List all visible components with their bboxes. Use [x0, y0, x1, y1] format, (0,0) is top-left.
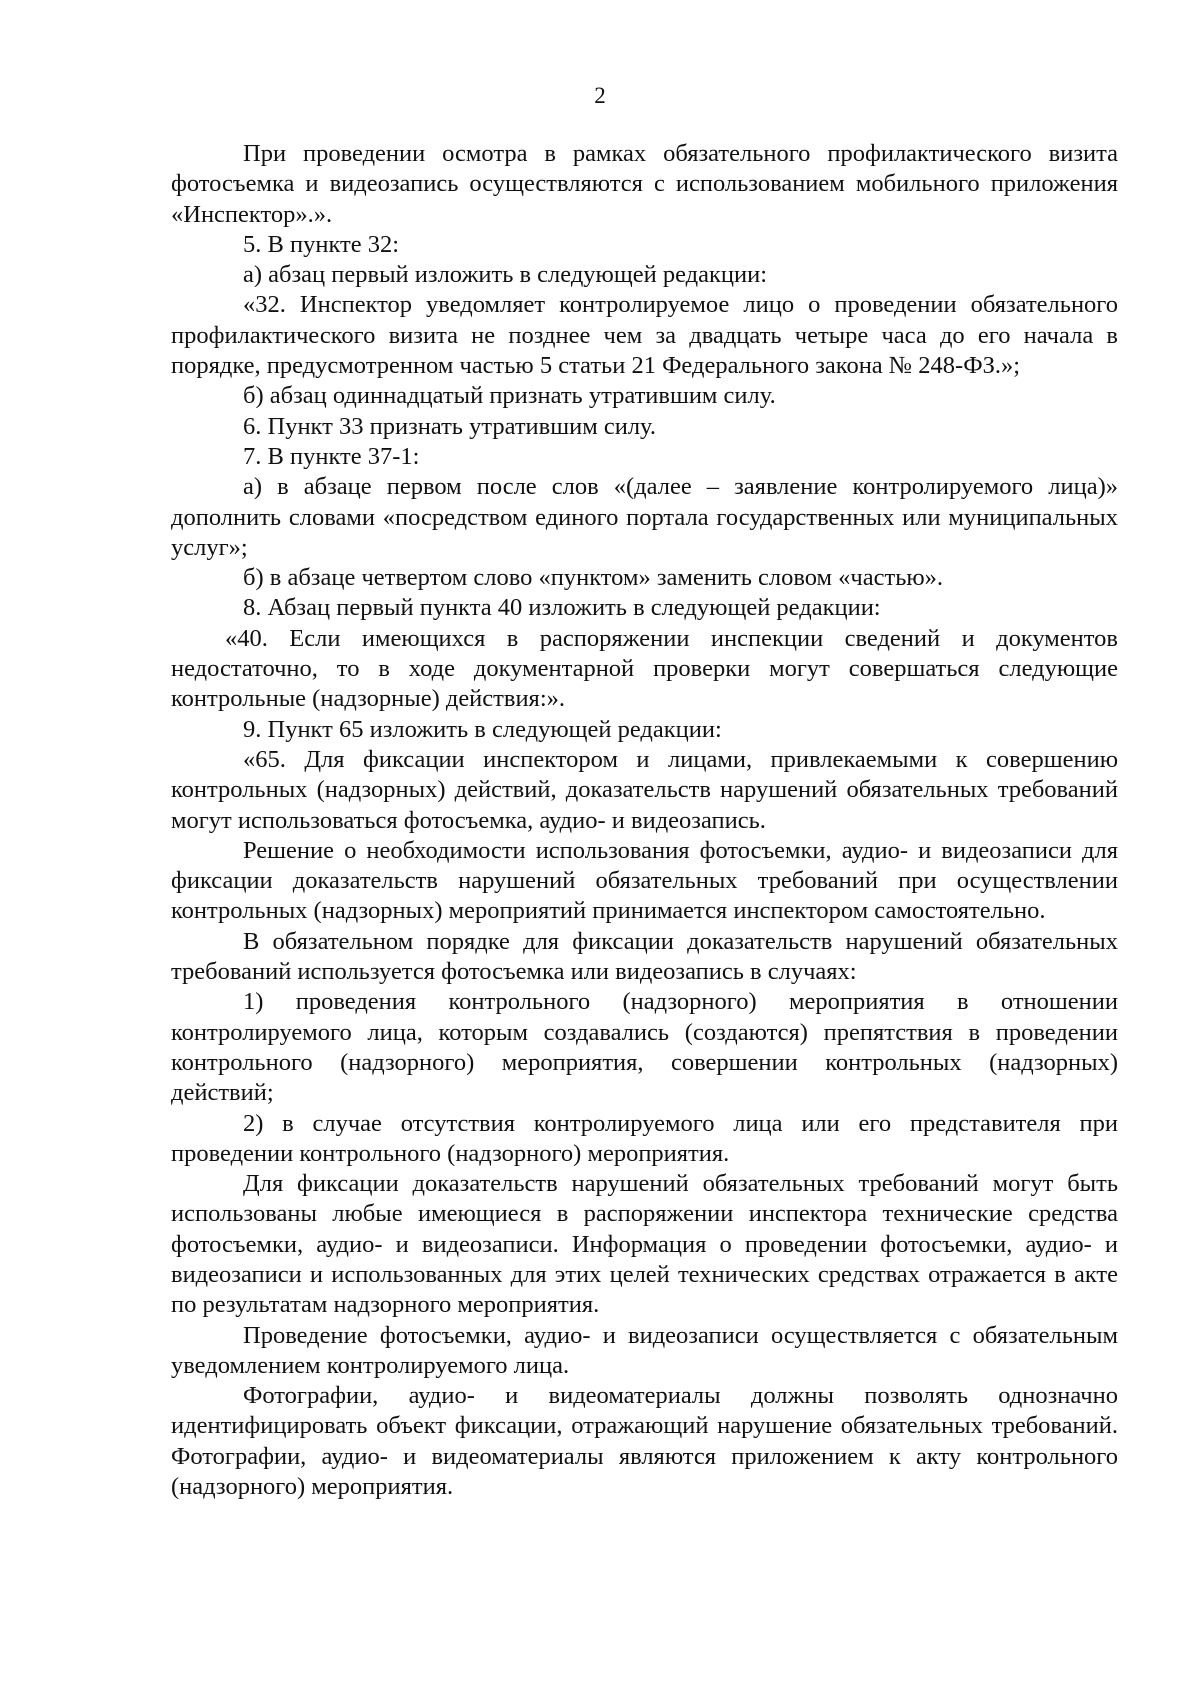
page-number: 2: [594, 83, 606, 108]
paragraph: 7. В пункте 37-1:: [243, 442, 420, 470]
paragraph: 1) проведения контрольного (надзорного) мероприятия в отношении контролируемого лица, которым создавались (создаются) препятствия в проведении контрольного (надзорного) мероприятия, совершении контрольных (надзорных) действий;: [171, 988, 1118, 1107]
paragraph: а) в абзаце первом после слов «(далее – заявление контролируемого лица)» дополнить словами «посредством единого портала государственных или муниципальных услуг»;: [171, 473, 1118, 561]
paragraph: Решение о необходимости использования фотосъемки, аудио- и видеозаписи для фиксации доказательств нарушений обязательных требований при осуществлении контрольных (надзорных) мероприятий принимается инспектором самостоятельно.: [171, 836, 1118, 925]
paragraph: 9. Пункт 65 изложить в следующей редакции:: [243, 715, 722, 743]
paragraph: 2) в случае отсутствия контролируемого лица или его представителя при проведении контрольного (надзорного) мероприятия.: [171, 1109, 1118, 1167]
paragraph: При проведении осмотра в рамках обязательного профилактического визита фотосъемка и видеозапись осуществляются с использованием мобильного приложения «Инспектор».».: [171, 140, 1118, 228]
document-body: [171, 139, 1118, 1502]
paragraph: 5. В пункте 32:: [243, 230, 400, 258]
paragraph: 6. Пункт 33 признать утратившим силу.: [243, 412, 656, 440]
paragraph: «65. Для фиксации инспектором и лицами, привлекаемыми к совершению контрольных (надзорных) действий, доказательств нарушений обязательных требований могут использоваться фотосъемка, аудио- и видеозапись.: [171, 745, 1118, 834]
paragraph: 8. Абзац первый пункта 40 изложить в следующей редакции:: [243, 594, 881, 622]
paragraph: В обязательном порядке для фиксации доказательств нарушений обязательных требований используется фотосъемка или видеозапись в случаях:: [171, 927, 1118, 986]
paragraph: Проведение фотосъемки, аудио- и видеозаписи осуществляется с обязательным уведомлением контролируемого лица.: [171, 1321, 1118, 1379]
paragraph: «32. Инспектор уведомляет контролируемое лицо о проведении обязательного профилактического визита не позднее чем за двадцать четыре часа до его начала в порядке, предусмотренном частью 5 статьи 21 Федерального закона № 248-ФЗ.»;: [171, 291, 1118, 380]
paragraph: Фотографии, аудио- и видеоматериалы должны позволять однозначно идентифицировать объект фиксации, отражающий нарушение обязательных требований. Фотографии, аудио- и видеоматериалы являются приложением к акту контрольного (надзорного) мероприятия.: [171, 1382, 1118, 1501]
paragraph: Для фиксации доказательств нарушений обязательных требований могут быть использованы любые имеющиеся в распоряжении инспектора технические средства фотосъемки, аудио- и видеозаписи. Информация о проведении фотосъемки, аудио- и видеозаписи и использованных для этих целей технических средствах отражается в акте по результатам надзорного мероприятия.: [171, 1170, 1118, 1319]
paragraph: а) абзац первый изложить в следующей редакции:: [243, 261, 768, 289]
paragraph: «40. Если имеющихся в распоряжении инспекции сведений и документов недостаточно, то в ходе документарной проверки могут совершаться следующие контрольные (надзорные) действия:».: [171, 624, 1118, 713]
paragraph: б) абзац одиннадцатый признать утратившим силу.: [243, 382, 776, 410]
paragraph: б) в абзаце четвертом слово «пунктом» заменить словом «частью».: [243, 564, 944, 592]
